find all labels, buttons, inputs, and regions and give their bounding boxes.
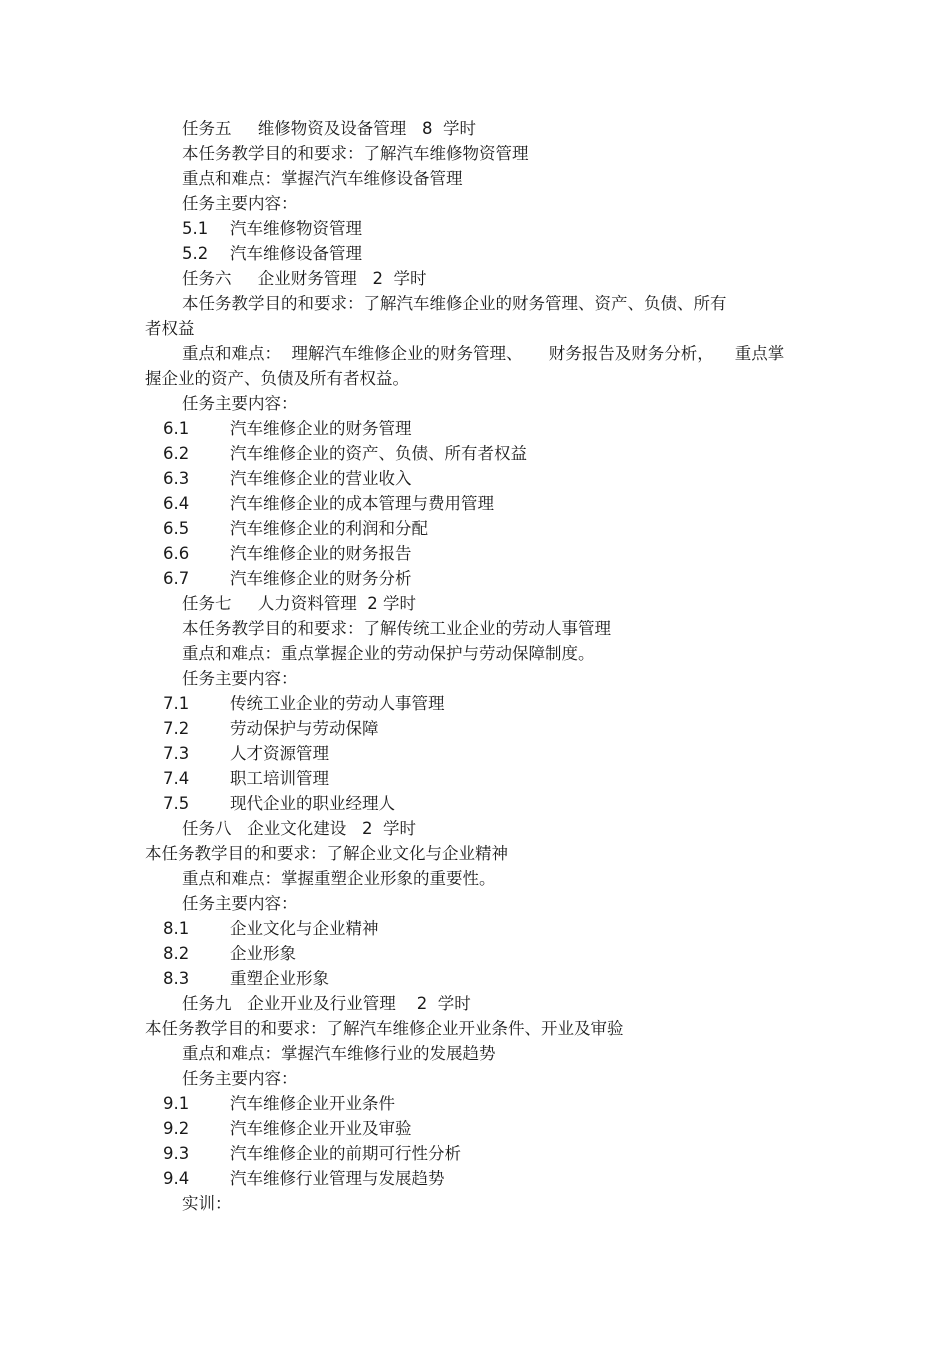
task7-item-5-text: 现代企业的职业经理人	[230, 794, 395, 813]
task8-item-3-text: 重塑企业形象	[230, 969, 329, 988]
task6-item-2-num: 6.2	[163, 444, 190, 463]
task8-item-1-text: 企业文化与企业精神	[230, 919, 379, 938]
task6-title: 任务六 企业财务管理 2 学时	[182, 269, 427, 288]
task9-item-2-text: 汽车维修企业开业及审验	[230, 1119, 412, 1138]
task7-item-4-num: 7.4	[163, 769, 190, 788]
task6-item-3-num: 6.3	[163, 469, 190, 488]
task9-item-1-text: 汽车维修企业开业条件	[230, 1094, 395, 1113]
task7-item-1-text: 传统工业企业的劳动人事管理	[230, 694, 445, 713]
task5-content-label: 任务主要内容：	[182, 194, 298, 213]
task6-item-6-text: 汽车维修企业的财务报告	[230, 544, 412, 563]
task9-title: 任务九 企业开业及行业管理 2 学时	[182, 994, 471, 1013]
task5-title: 任务五 维修物资及设备管理 8 学时	[182, 119, 476, 138]
task7-item-5-num: 7.5	[163, 794, 190, 813]
task9-content-label: 任务主要内容：	[182, 1069, 298, 1088]
task8-item-3-num: 8.3	[163, 969, 190, 988]
task6-item-1-num: 6.1	[163, 419, 190, 438]
task9-item-4-text: 汽车维修行业管理与发展趋势	[230, 1169, 445, 1188]
task6-item-3-text: 汽车维修企业的营业收入	[230, 469, 412, 488]
task6-item-1-text: 汽车维修企业的财务管理	[230, 419, 412, 438]
task7-item-1-num: 7.1	[163, 694, 190, 713]
task9-item-1-num: 9.1	[163, 1094, 190, 1113]
task9-item-3-text: 汽车维修企业的前期可行性分析	[230, 1144, 461, 1163]
task9-item-3-num: 9.3	[163, 1144, 190, 1163]
task7-title: 任务七 人力资料管理 2 学时	[182, 594, 416, 613]
task8-key: 重点和难点：掌握重塑企业形象的重要性。	[182, 869, 496, 888]
task8-item-2-text: 企业形象	[230, 944, 296, 963]
task6-item-2-text: 汽车维修企业的资产、负债、所有者权益	[230, 444, 527, 463]
task5-item-2-num: 5.2	[182, 244, 209, 263]
task9-item-4-num: 9.4	[163, 1169, 190, 1188]
task6-key-line2: 握企业的资产、负债及所有者权益。	[145, 369, 409, 388]
task6-goal-line2: 者权益	[145, 319, 195, 338]
task8-title: 任务八 企业文化建设 2 学时	[182, 819, 416, 838]
task5-item-1-text: 汽车维修物资管理	[230, 219, 362, 238]
task8-goal: 本任务教学目的和要求：了解企业文化与企业精神	[145, 844, 508, 863]
practice-label: 实训：	[182, 1194, 232, 1213]
task5-item-1-num: 5.1	[182, 219, 209, 238]
task7-item-2-text: 劳动保护与劳动保障	[230, 719, 379, 738]
task7-item-2-num: 7.2	[163, 719, 190, 738]
task6-item-4-text: 汽车维修企业的成本管理与费用管理	[230, 494, 494, 513]
task7-key: 重点和难点：重点掌握企业的劳动保护与劳动保障制度。	[182, 644, 595, 663]
task7-item-3-num: 7.3	[163, 744, 190, 763]
task7-item-3-text: 人才资源管理	[230, 744, 329, 763]
task6-item-6-num: 6.6	[163, 544, 190, 563]
task7-item-4-text: 职工培训管理	[230, 769, 329, 788]
task5-item-2-text: 汽车维修设备管理	[230, 244, 362, 263]
task6-item-5-num: 6.5	[163, 519, 190, 538]
task7-goal: 本任务教学目的和要求：了解传统工业企业的劳动人事管理	[182, 619, 611, 638]
task6-key-line1: 重点和难点： 理解汽车维修企业的财务管理、 财务报告及财务分析， 重点掌	[182, 344, 785, 363]
task6-item-7-text: 汽车维修企业的财务分析	[230, 569, 412, 588]
task9-item-2-num: 9.2	[163, 1119, 190, 1138]
task6-goal-line1: 本任务教学目的和要求：了解汽车维修企业的财务管理、资产、负债、所有	[182, 294, 727, 313]
task9-key: 重点和难点：掌握汽车维修行业的发展趋势	[182, 1044, 496, 1063]
task9-goal: 本任务教学目的和要求：了解汽车维修企业开业条件、开业及审验	[145, 1019, 624, 1038]
task7-content-label: 任务主要内容：	[182, 669, 298, 688]
task8-item-2-num: 8.2	[163, 944, 190, 963]
task6-item-7-num: 6.7	[163, 569, 190, 588]
task6-item-5-text: 汽车维修企业的利润和分配	[230, 519, 428, 538]
task5-key: 重点和难点：掌握汽汽车维修设备管理	[182, 169, 463, 188]
task6-item-4-num: 6.4	[163, 494, 190, 513]
task8-item-1-num: 8.1	[163, 919, 190, 938]
task5-goal: 本任务教学目的和要求：了解汽车维修物资管理	[182, 144, 529, 163]
task8-content-label: 任务主要内容：	[182, 894, 298, 913]
task6-content-label: 任务主要内容：	[182, 394, 298, 413]
